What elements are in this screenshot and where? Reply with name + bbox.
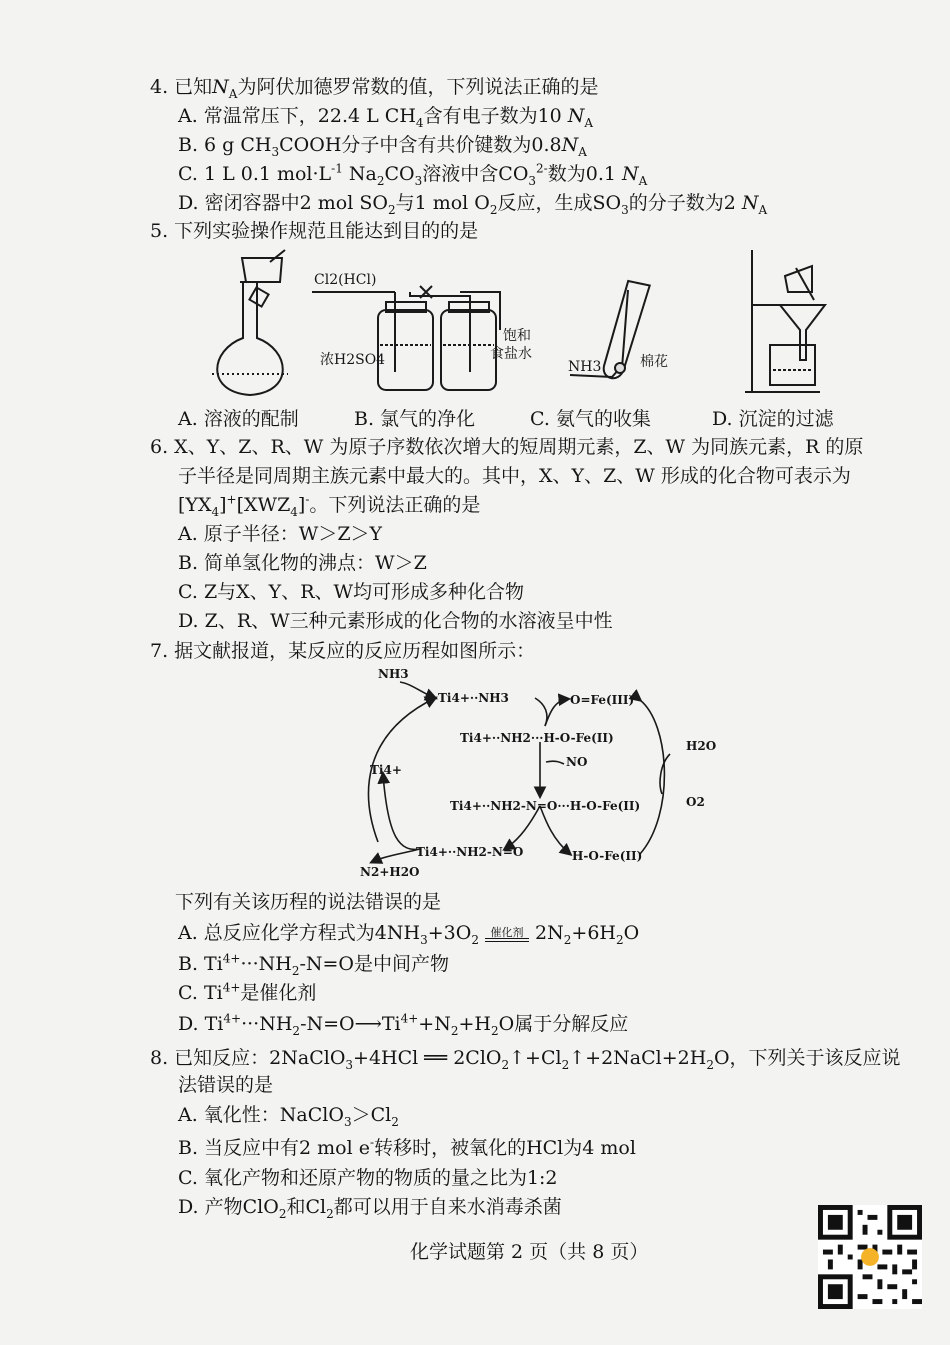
q8-option-a: A. 氧化性：$NaClO_3>Cl_2$ <box>178 1104 399 1129</box>
q8-option-c: C. 氧化产物和还原产物的物质的量之比为1:2 <box>178 1167 558 1189</box>
q4-option-b: B. 6 g $CH_3COOH$分子中含有共价键数为$0.8N_A$ <box>178 134 587 159</box>
q6-stem-line2: 子半径是同周期主族元素中最大的。其中，X、Y、Z、W 形成的化合物可表示为 <box>178 465 851 487</box>
fig-label-nh3: NH3 <box>568 359 602 375</box>
q8-stem-line2: 法错误的是 <box>178 1074 274 1096</box>
q7-option-b: B. $Ti^{4+}\cdot\cdot\cdot NH_2-N=O$是中间产物 <box>178 951 450 978</box>
diag-n2-h2o: N2+H2O <box>360 865 420 879</box>
fig-label-h2so4: 浓H2SO4 <box>320 352 386 368</box>
q6-option-d: D. Z、R、W三种元素形成的化合物的水溶液呈中性 <box>178 610 613 632</box>
page-footer: 化学试题第 2 页（共 8 页） <box>410 1241 649 1263</box>
fig-label-cotton: 棉花 <box>640 354 668 370</box>
filtration-stand-figure <box>745 250 825 392</box>
q8-stem-line1: 8. 已知反应：2NaClO$_3$+4HCl ══ $2ClO_2↑+Cl_2↑+2NaCl+2H_2O$，下列关于该反应说 <box>150 1047 901 1072</box>
q7-option-d-suffix: 属于分解反应 <box>514 1013 629 1035</box>
catalyst-label: 催化剂 <box>490 925 524 939</box>
diag-no: NO <box>566 755 588 769</box>
volumetric-flask-figure <box>212 250 288 395</box>
diag-o-fe3: O=Fe(III) <box>570 693 635 707</box>
fig-label-cl2: Cl2(HCl) <box>314 272 377 288</box>
q5-apparatus-figures <box>0 0 950 400</box>
fig-label-brine-2: 食盐水 <box>490 346 532 362</box>
q5-option-d: D. 沉淀的过滤 <box>712 408 834 430</box>
diag-nh3: NH3 <box>378 667 409 681</box>
q5-option-a: A. 溶液的配制 <box>178 408 299 430</box>
q7-option-c: C. $Ti^{4+}$是催化剂 <box>178 980 317 1004</box>
q4-option-c: C. 1 L 0.1 $mol\cdot L^{-1}$ $Na_2CO_3$溶液中含$CO_3^{2-}$数为0.1 $N_A$ <box>178 161 648 188</box>
diag-ti: Ti4+ <box>370 763 402 777</box>
q5-option-b: B. 氯气的净化 <box>354 408 476 430</box>
q8-option-b: B. 当反应中有2 mol e-转移时，被氧化的HCl为4 mol <box>178 1135 636 1159</box>
q6-option-c: C. Z与X、Y、R、W均可形成多种化合物 <box>178 581 525 603</box>
q6-stem-line3: $[YX_4]^+[XWZ_4]^-$。下列说法正确的是 <box>178 492 481 519</box>
gas-washing-bottles-figure <box>312 286 500 390</box>
q5-option-c: C. 氨气的收集 <box>530 408 651 430</box>
q7-option-d: D. $Ti^{4+}\cdot\cdot\cdot NH_2-N=O⟶Ti^{4+}+N_2+H_2O$属于分解反应 <box>178 1011 629 1038</box>
q4-option-a: A. 常温常压下，22.4 L $CH_4$含有电子数为10 $N_A$ <box>178 105 594 130</box>
diag-ti-nh2no: Ti4+··NH2-N=O <box>416 845 524 859</box>
q4-stem: 4. 已知$N_A$为阿伏加德罗常数的值，下列说法正确的是 <box>150 76 599 101</box>
diag-hofe: H-O-Fe(II) <box>572 849 643 863</box>
q5-stem: 5. 下列实验操作规范且能达到目的的是 <box>150 220 479 242</box>
diag-ti-nh3: Ti4+··NH3 <box>438 691 509 705</box>
q6-option-a: A. 原子半径：W＞Z＞Y <box>178 523 383 545</box>
fig-label-brine-1: 饱和 <box>503 328 531 344</box>
diag-ti-nh2no-hofe: Ti4+··NH2-N=O···H-O-Fe(II) <box>450 799 641 813</box>
diag-h2o: H2O <box>686 739 717 753</box>
qr-logo-icon <box>861 1248 879 1266</box>
q8-option-d: D. 产物ClO$_2$和$Cl_2$都可以用于自来水消毒杀菌 <box>178 1196 562 1221</box>
reaction-cycle-diagram <box>340 664 730 886</box>
q7-option-a: A. 总反应化学方程式为$4NH_3+3O_2$ 催化剂 $2N_2+6H_2O$ <box>178 922 640 947</box>
q7-sub-stem: 下列有关该历程的说法错误的是 <box>175 891 442 913</box>
diag-ti-nh2-hofe: Ti4+··NH2···H-O-Fe(II) <box>460 731 614 745</box>
q6-stem-line1: 6. X、Y、Z、R、W 为原子序数依次增大的短周期元素，Z、W 为同族元素，R 的原 <box>150 436 864 458</box>
q7-stem: 7. 据文献报道，某反应的反应历程如图所示： <box>150 640 536 662</box>
q4-option-d: D. 密闭容器中2 mol $SO_2$与1 mol $O_2$反应，生成$SO_3$的分子数为2 $N_A$ <box>178 192 768 217</box>
qr-code[interactable] <box>818 1205 922 1309</box>
q6-option-b: B. 简单氢化物的沸点：W＞Z <box>178 552 427 574</box>
diag-o2: O2 <box>686 795 705 809</box>
